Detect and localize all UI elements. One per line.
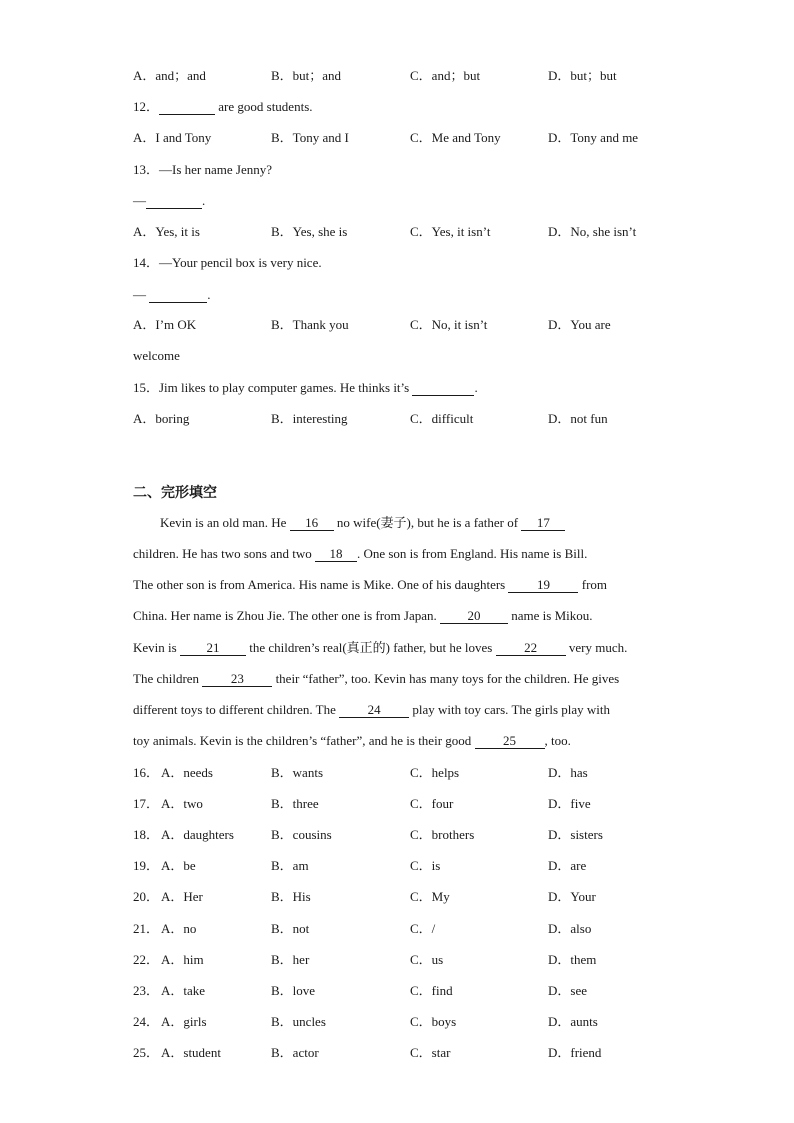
option-b: B．three [271, 796, 319, 811]
passage-text: name is Mikou. [508, 608, 593, 623]
option-c: C．star [410, 1045, 451, 1060]
question-number: 22． [133, 952, 160, 967]
option-a: A．two [161, 796, 203, 811]
option-c: C．Yes, it isn’t [410, 224, 491, 239]
option-c: C．four [410, 796, 454, 811]
question-15-stem [133, 379, 478, 397]
question-number: 24． [133, 1014, 160, 1029]
option-b: B．not [271, 921, 310, 936]
blank-18: 18 [315, 546, 357, 562]
option-d: D．five [548, 796, 591, 811]
option-d: D．friend [548, 1045, 602, 1060]
option-b: B．Thank you [271, 317, 349, 332]
blank-20: 20 [440, 608, 508, 624]
blank-17: 17 [521, 515, 565, 531]
option-a: A．be [161, 858, 196, 873]
passage-line-7 [133, 701, 610, 719]
option-d: D．but；but [548, 68, 617, 83]
question-number: 20． [133, 889, 160, 904]
option-c: C．is [410, 858, 441, 873]
blank-16: 16 [290, 515, 334, 531]
option-a: A．Yes, it is [133, 224, 200, 239]
question-13-stem: 13．—Is her name Jenny? [133, 162, 272, 177]
question-number: 18． [133, 827, 160, 842]
passage-line-2 [133, 545, 587, 563]
option-c: C．/ [410, 921, 436, 936]
passage-text: play with toy cars. The girls play with [409, 702, 611, 717]
option-b: B．interesting [271, 411, 348, 426]
section-heading: 二、完形填空 [133, 484, 217, 500]
passage-text: very much. [565, 640, 628, 655]
passage-text: different toys to different children. The [133, 702, 340, 717]
dash: — [133, 287, 150, 302]
option-d: D．not fun [548, 411, 608, 426]
passage-line-6 [133, 670, 619, 688]
answer-blank [412, 380, 474, 396]
option-b: B．love [271, 983, 316, 998]
option-b: B．Yes, she is [271, 224, 348, 239]
question-14-option-wrap: welcome [133, 348, 180, 363]
passage-line-8 [133, 732, 571, 750]
passage-line-5 [133, 639, 627, 657]
option-d: D．also [548, 921, 592, 936]
option-d: D．No, she isn’t [548, 224, 637, 239]
option-c: C．My [410, 889, 450, 904]
passage-text: The children [133, 671, 203, 686]
passage-text: no wife(妻子), but he is a father of [333, 515, 522, 530]
option-d: D．Tony and me [548, 130, 639, 145]
passage-text: children. He has two sons and two [133, 546, 315, 561]
option-a: A．girls [161, 1014, 207, 1029]
answer-blank [159, 99, 215, 115]
passage-line-3 [133, 576, 607, 594]
option-b: B．her [271, 952, 310, 967]
question-number: 19． [133, 858, 160, 873]
option-a: A．I’m OK [133, 317, 197, 332]
question-number: 23． [133, 983, 160, 998]
option-a: A．needs [161, 765, 213, 780]
question-14-stem: 14．—Your pencil box is very nice. [133, 255, 322, 270]
option-a: A．boring [133, 411, 190, 426]
blank-25: 25 [475, 733, 545, 749]
option-d: D．Your [548, 889, 596, 904]
passage-text: The other son is from America. His name is Mike. One of his daughters [133, 577, 509, 592]
blank-22: 22 [496, 640, 566, 656]
option-d: D．has [548, 765, 588, 780]
question-text: are good students. [215, 99, 313, 114]
passage-text: Kevin is [133, 640, 180, 655]
option-a: A．him [161, 952, 204, 967]
period: . [207, 287, 211, 302]
option-c: C．difficult [410, 411, 474, 426]
passage-text: their “father”, too. Kevin has many toys for the children. He gives [272, 671, 620, 686]
dash: — [133, 193, 146, 208]
passage-text: toy animals. Kevin is the children’s “father”, and he is their good [133, 733, 475, 748]
answer-blank [146, 193, 202, 209]
option-b: B．His [271, 889, 311, 904]
option-b: B．Tony and I [271, 130, 349, 145]
option-c: C．us [410, 952, 444, 967]
option-a: A．Her [161, 889, 203, 904]
option-a: A．daughters [161, 827, 234, 842]
option-a: A．student [161, 1045, 221, 1060]
option-d: D．sisters [548, 827, 603, 842]
option-b: B．wants [271, 765, 324, 780]
option-a: A．and；and [133, 68, 206, 83]
period: . [202, 193, 206, 208]
question-number: 25． [133, 1045, 160, 1060]
option-b: B．uncles [271, 1014, 326, 1029]
option-a: A．no [161, 921, 197, 936]
option-c: C．helps [410, 765, 460, 780]
passage-text: Kevin is an old man. He [160, 515, 290, 530]
question-14-reply [133, 286, 211, 304]
option-d: D．You are [548, 317, 611, 332]
option-a: A．take [161, 983, 206, 998]
option-a: A．I and Tony [133, 130, 212, 145]
option-d: D．aunts [548, 1014, 598, 1029]
question-13-reply [133, 192, 205, 210]
passage-text: , too. [544, 733, 571, 748]
option-b: B．actor [271, 1045, 319, 1060]
option-c: C．and；but [410, 68, 481, 83]
blank-19: 19 [508, 577, 578, 593]
option-d: D．them [548, 952, 597, 967]
option-c: C．brothers [410, 827, 475, 842]
option-b: B．cousins [271, 827, 332, 842]
question-number: 12． [133, 99, 160, 114]
question-number: 16． [133, 765, 160, 780]
question-text: 15．Jim likes to play computer games. He thinks it’s [133, 380, 413, 395]
question-12-stem [133, 98, 313, 116]
passage-text: China. Her name is Zhou Jie. The other one is from Japan. [133, 608, 440, 623]
passage-text: the children’s real(真正的) father, but he loves [245, 640, 496, 655]
blank-24: 24 [339, 702, 409, 718]
question-number: 21． [133, 921, 160, 936]
passage-line-1 [160, 514, 565, 532]
option-c: C．find [410, 983, 453, 998]
passage-text: from [578, 577, 608, 592]
passage-text: . One son is from England. His name is Bill. [356, 546, 588, 561]
option-b: B．but；and [271, 68, 342, 83]
option-c: C．Me and Tony [410, 130, 501, 145]
option-d: D．are [548, 858, 587, 873]
blank-21: 21 [180, 640, 246, 656]
period: . [474, 380, 478, 395]
option-c: C．No, it isn’t [410, 317, 488, 332]
blank-23: 23 [202, 671, 272, 687]
answer-blank [149, 287, 207, 303]
option-c: C．boys [410, 1014, 457, 1029]
passage-line-4 [133, 607, 593, 625]
option-d: D．see [548, 983, 587, 998]
question-number: 17． [133, 796, 160, 811]
option-b: B．am [271, 858, 309, 873]
